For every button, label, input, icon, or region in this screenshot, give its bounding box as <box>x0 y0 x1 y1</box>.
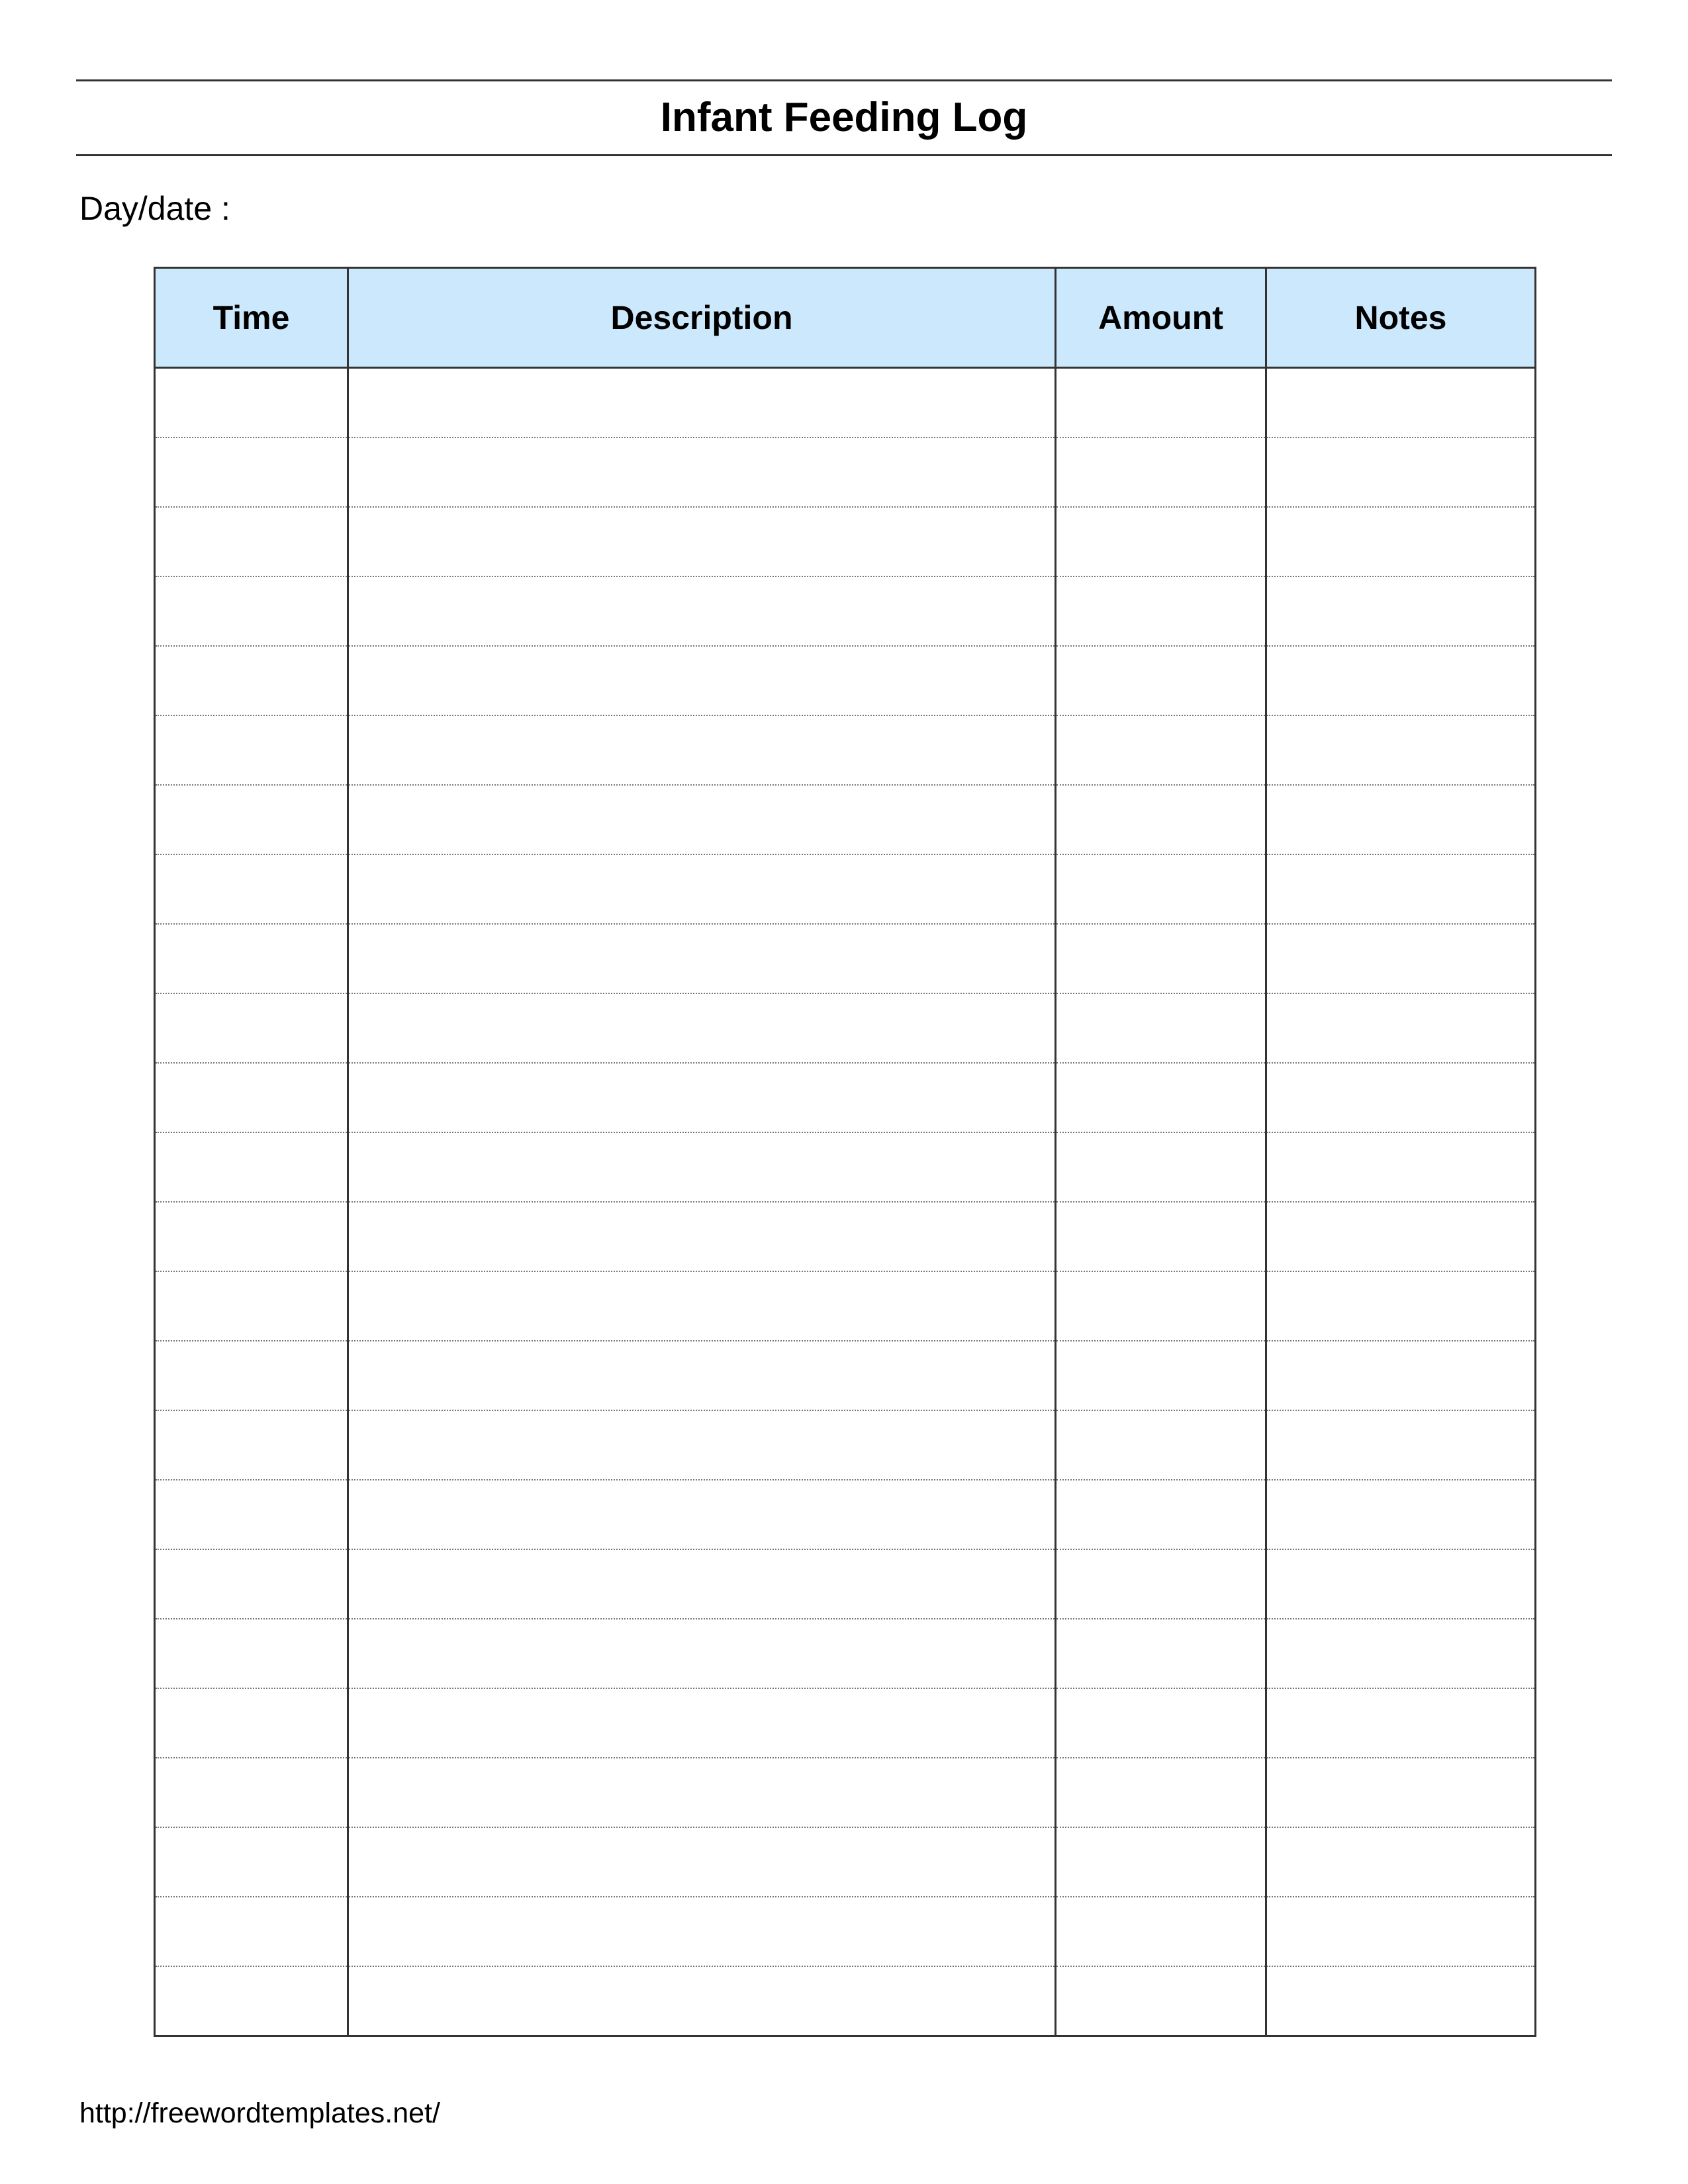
table-row <box>155 368 1536 438</box>
notes-cell[interactable] <box>1266 785 1536 854</box>
time-cell[interactable] <box>155 576 348 646</box>
table-row <box>155 715 1536 785</box>
amount-cell[interactable] <box>1056 715 1266 785</box>
title-rule-bottom <box>76 154 1612 156</box>
time-cell[interactable] <box>155 1549 348 1619</box>
amount-cell[interactable] <box>1056 368 1266 438</box>
amount-cell[interactable] <box>1056 1897 1266 1966</box>
amount-cell[interactable] <box>1056 1410 1266 1480</box>
notes-cell[interactable] <box>1266 1063 1536 1132</box>
table-row <box>155 785 1536 854</box>
table-row <box>155 576 1536 646</box>
time-cell[interactable] <box>155 1688 348 1758</box>
time-cell[interactable] <box>155 1619 348 1688</box>
notes-cell[interactable] <box>1266 1202 1536 1271</box>
notes-cell[interactable] <box>1266 1966 1536 2036</box>
table-row <box>155 993 1536 1063</box>
amount-cell[interactable] <box>1056 1966 1266 2036</box>
description-cell[interactable] <box>348 1549 1056 1619</box>
notes-cell[interactable] <box>1266 1619 1536 1688</box>
amount-cell[interactable] <box>1056 1480 1266 1549</box>
description-cell[interactable] <box>348 1063 1056 1132</box>
table-row <box>155 1758 1536 1827</box>
description-cell[interactable] <box>348 1202 1056 1271</box>
description-cell[interactable] <box>348 507 1056 576</box>
time-cell[interactable] <box>155 437 348 507</box>
amount-cell[interactable] <box>1056 1271 1266 1341</box>
column-header-amount: Amount <box>1056 268 1266 368</box>
description-cell[interactable] <box>348 437 1056 507</box>
description-cell[interactable] <box>348 1897 1056 1966</box>
amount-cell[interactable] <box>1056 1827 1266 1897</box>
time-cell[interactable] <box>155 715 348 785</box>
time-cell[interactable] <box>155 1202 348 1271</box>
table-row <box>155 437 1536 507</box>
table-row <box>155 1827 1536 1897</box>
amount-cell[interactable] <box>1056 993 1266 1063</box>
time-cell[interactable] <box>155 1063 348 1132</box>
title-rule-top <box>76 79 1612 81</box>
time-cell[interactable] <box>155 1341 348 1410</box>
table-row <box>155 1688 1536 1758</box>
description-cell[interactable] <box>348 1688 1056 1758</box>
notes-cell[interactable] <box>1266 1827 1536 1897</box>
column-header-description: Description <box>348 268 1056 368</box>
feeding-log-table <box>154 267 1536 2037</box>
time-cell[interactable] <box>155 1897 348 1966</box>
description-cell[interactable] <box>348 1271 1056 1341</box>
time-cell[interactable] <box>155 646 348 715</box>
table-row <box>155 1549 1536 1619</box>
time-cell[interactable] <box>155 785 348 854</box>
page-title: Infant Feeding Log <box>660 95 1028 140</box>
table-row <box>155 1202 1536 1271</box>
amount-cell[interactable] <box>1056 924 1266 993</box>
notes-cell[interactable] <box>1266 646 1536 715</box>
time-cell[interactable] <box>155 924 348 993</box>
description-cell[interactable] <box>348 854 1056 924</box>
notes-cell[interactable] <box>1266 507 1536 576</box>
description-cell[interactable] <box>348 1827 1056 1897</box>
amount-cell[interactable] <box>1056 1202 1266 1271</box>
notes-cell[interactable] <box>1266 1480 1536 1549</box>
column-header-time: Time <box>155 268 348 368</box>
notes-cell[interactable] <box>1266 576 1536 646</box>
time-cell[interactable] <box>155 368 348 438</box>
notes-cell[interactable] <box>1266 715 1536 785</box>
notes-cell[interactable] <box>1266 368 1536 438</box>
time-cell[interactable] <box>155 854 348 924</box>
notes-cell[interactable] <box>1266 993 1536 1063</box>
time-cell[interactable] <box>155 1966 348 2036</box>
amount-cell[interactable] <box>1056 1688 1266 1758</box>
time-cell[interactable] <box>155 993 348 1063</box>
amount-cell[interactable] <box>1056 646 1266 715</box>
amount-cell[interactable] <box>1056 507 1266 576</box>
description-cell[interactable] <box>348 715 1056 785</box>
table-row <box>155 1966 1536 2036</box>
description-cell[interactable] <box>348 1410 1056 1480</box>
table-row <box>155 646 1536 715</box>
table-row <box>155 1897 1536 1966</box>
table-row <box>155 1410 1536 1480</box>
description-cell[interactable] <box>348 646 1056 715</box>
time-cell[interactable] <box>155 1132 348 1202</box>
time-cell[interactable] <box>155 507 348 576</box>
table-row <box>155 1271 1536 1341</box>
notes-cell[interactable] <box>1266 854 1536 924</box>
table-row <box>155 1480 1536 1549</box>
notes-cell[interactable] <box>1266 1410 1536 1480</box>
description-cell[interactable] <box>348 368 1056 438</box>
notes-cell[interactable] <box>1266 1549 1536 1619</box>
amount-cell[interactable] <box>1056 1549 1266 1619</box>
description-cell[interactable] <box>348 1758 1056 1827</box>
table-row <box>155 1619 1536 1688</box>
amount-cell[interactable] <box>1056 1758 1266 1827</box>
amount-cell[interactable] <box>1056 576 1266 646</box>
description-cell[interactable] <box>348 576 1056 646</box>
amount-cell[interactable] <box>1056 1619 1266 1688</box>
description-cell[interactable] <box>348 1132 1056 1202</box>
amount-cell[interactable] <box>1056 1341 1266 1410</box>
date-label: Day/date : <box>79 190 230 227</box>
notes-cell[interactable] <box>1266 1897 1536 1966</box>
amount-cell[interactable] <box>1056 785 1266 854</box>
notes-cell[interactable] <box>1266 437 1536 507</box>
description-cell[interactable] <box>348 1619 1056 1688</box>
notes-cell[interactable] <box>1266 1132 1536 1202</box>
time-cell[interactable] <box>155 1827 348 1897</box>
notes-cell[interactable] <box>1266 1758 1536 1827</box>
table-row <box>155 1341 1536 1410</box>
table-row <box>155 924 1536 993</box>
table-body <box>155 368 1536 2036</box>
description-cell[interactable] <box>348 1480 1056 1549</box>
column-header-notes: Notes <box>1266 268 1536 368</box>
table-row <box>155 1063 1536 1132</box>
table-header-row <box>155 268 1536 368</box>
notes-cell[interactable] <box>1266 924 1536 993</box>
notes-cell[interactable] <box>1266 1688 1536 1758</box>
description-cell[interactable] <box>348 1341 1056 1410</box>
amount-cell[interactable] <box>1056 854 1266 924</box>
amount-cell[interactable] <box>1056 1132 1266 1202</box>
table-row <box>155 507 1536 576</box>
table-row <box>155 854 1536 924</box>
time-cell[interactable] <box>155 1410 348 1480</box>
description-cell[interactable] <box>348 1966 1056 2036</box>
amount-cell[interactable] <box>1056 437 1266 507</box>
notes-cell[interactable] <box>1266 1271 1536 1341</box>
time-cell[interactable] <box>155 1271 348 1341</box>
time-cell[interactable] <box>155 1758 348 1827</box>
amount-cell[interactable] <box>1056 1063 1266 1132</box>
description-cell[interactable] <box>348 993 1056 1063</box>
description-cell[interactable] <box>348 924 1056 993</box>
description-cell[interactable] <box>348 785 1056 854</box>
table-row <box>155 1132 1536 1202</box>
time-cell[interactable] <box>155 1480 348 1549</box>
notes-cell[interactable] <box>1266 1341 1536 1410</box>
footer-url: http://freewordtemplates.net/ <box>79 2097 440 2129</box>
